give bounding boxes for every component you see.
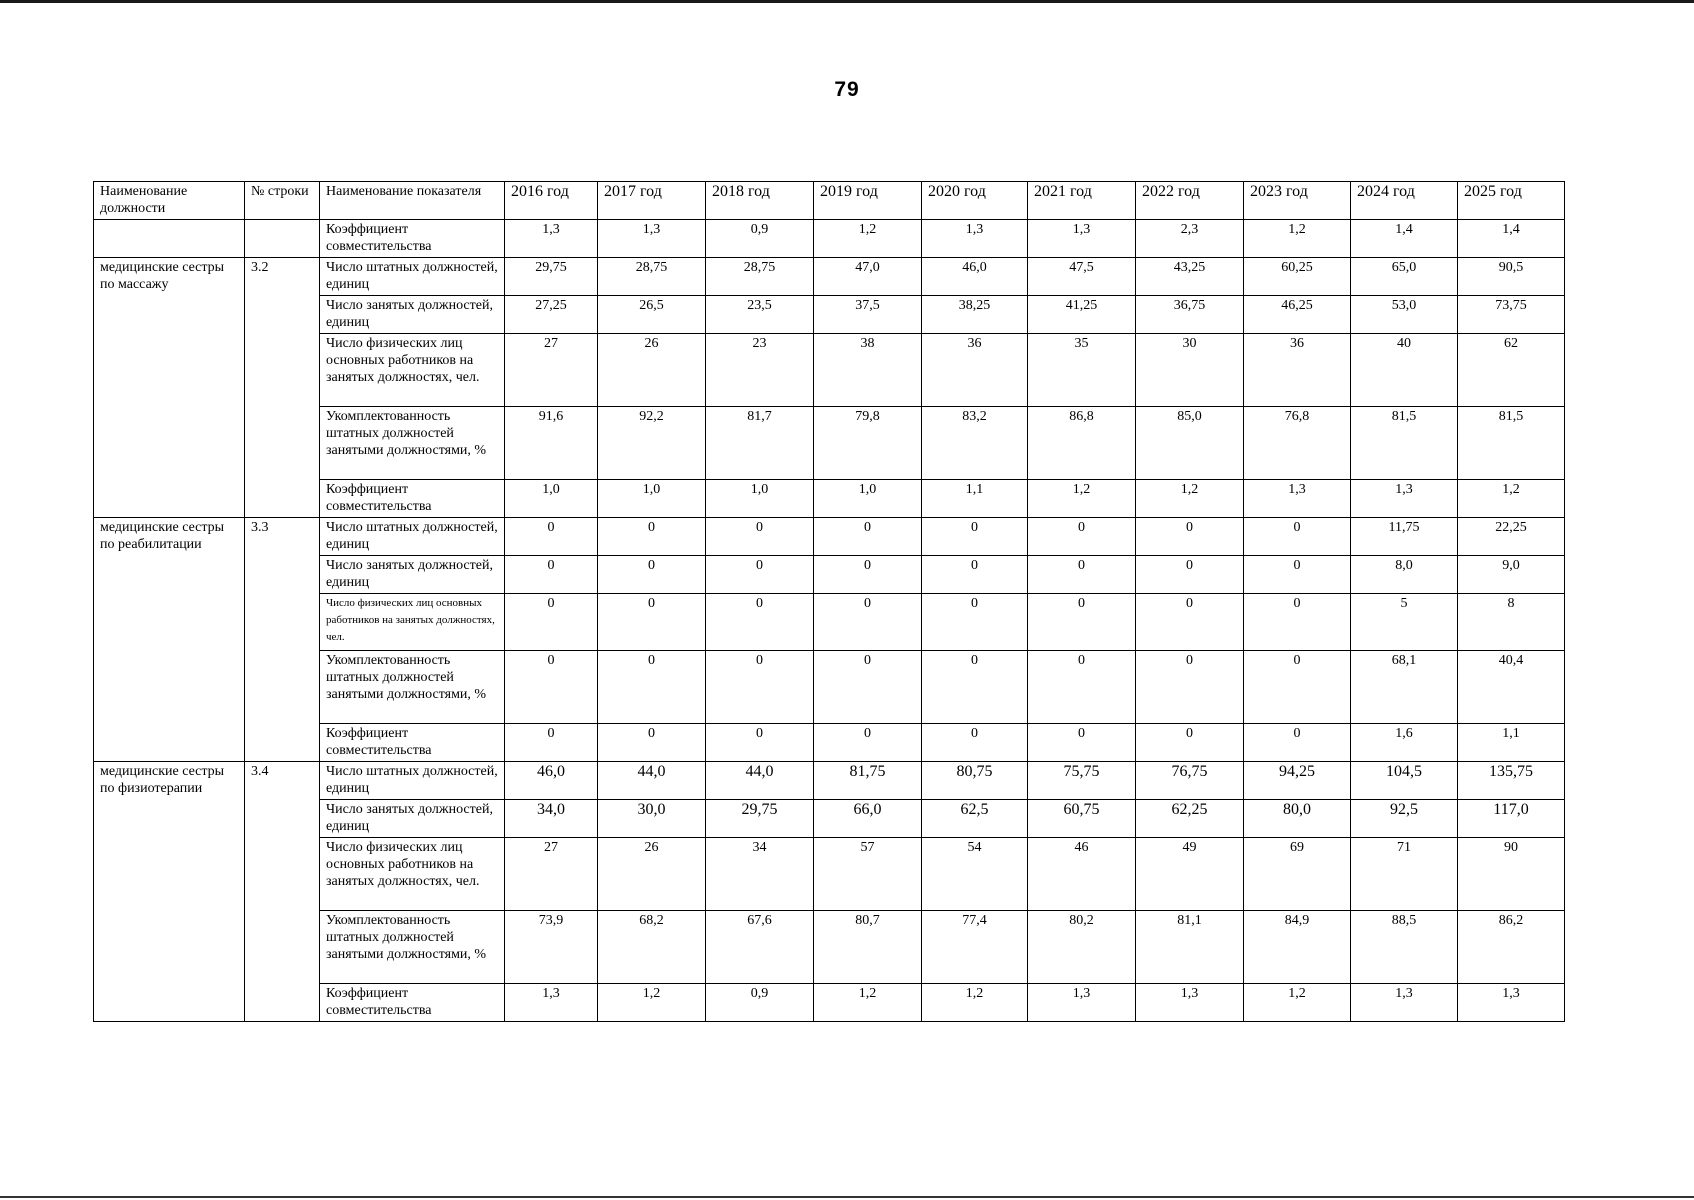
value-cell: 1,3 <box>598 220 706 258</box>
row-number-cell: 3.4 <box>245 762 320 1022</box>
value-cell: 0 <box>505 518 598 556</box>
header-year: 2021 год <box>1028 182 1136 220</box>
table-row <box>94 762 1565 800</box>
row-number-cell: 3.2 <box>245 258 320 518</box>
value-cell: 1,3 <box>1028 220 1136 258</box>
value-cell: 0 <box>1244 651 1351 724</box>
value-cell: 76,8 <box>1244 407 1351 480</box>
value-cell: 62,25 <box>1136 800 1244 838</box>
value-cell: 84,9 <box>1244 911 1351 984</box>
value-cell: 0 <box>505 556 598 594</box>
value-cell: 0 <box>814 594 922 651</box>
value-cell: 36 <box>922 334 1028 407</box>
value-cell: 1,4 <box>1458 220 1565 258</box>
value-cell: 77,4 <box>922 911 1028 984</box>
value-cell: 1,1 <box>1458 724 1565 762</box>
value-cell: 46 <box>1028 838 1136 911</box>
value-cell: 1,3 <box>1244 480 1351 518</box>
table-row <box>94 258 1565 296</box>
value-cell: 0 <box>598 518 706 556</box>
value-cell: 1,2 <box>1136 480 1244 518</box>
value-cell: 88,5 <box>1351 911 1458 984</box>
header-year: 2017 год <box>598 182 706 220</box>
value-cell: 0 <box>505 594 598 651</box>
value-cell: 1,0 <box>706 480 814 518</box>
value-cell: 1,3 <box>505 984 598 1022</box>
value-cell: 81,7 <box>706 407 814 480</box>
header-year: 2020 год <box>922 182 1028 220</box>
value-cell: 41,25 <box>1028 296 1136 334</box>
row-number-cell: 3.3 <box>245 518 320 762</box>
value-cell: 104,5 <box>1351 762 1458 800</box>
indicator-name-cell: Число физических лиц основных работников на занятых должностях, чел. <box>320 838 505 911</box>
value-cell: 0 <box>1244 594 1351 651</box>
value-cell: 117,0 <box>1458 800 1565 838</box>
row-number-cell <box>245 220 320 258</box>
value-cell: 38 <box>814 334 922 407</box>
value-cell: 75,75 <box>1028 762 1136 800</box>
value-cell: 1,2 <box>922 984 1028 1022</box>
value-cell: 0 <box>1028 651 1136 724</box>
value-cell: 92,2 <box>598 407 706 480</box>
value-cell: 0 <box>505 651 598 724</box>
indicator-name-cell: Число занятых должностей, единиц <box>320 556 505 594</box>
value-cell: 68,1 <box>1351 651 1458 724</box>
value-cell: 1,0 <box>598 480 706 518</box>
indicator-name-cell: Число штатных должностей, единиц <box>320 258 505 296</box>
indicator-name-cell: Укомплектованность штатных должностей занятыми должностями, % <box>320 651 505 724</box>
indicator-name-cell: Укомплектованность штатных должностей занятыми должностями, % <box>320 407 505 480</box>
indicator-name-cell: Число штатных должностей, единиц <box>320 518 505 556</box>
value-cell: 80,2 <box>1028 911 1136 984</box>
indicator-name-cell: Число занятых должностей, единиц <box>320 296 505 334</box>
value-cell: 30 <box>1136 334 1244 407</box>
indicator-name-cell: Коэффициент совместительства <box>320 220 505 258</box>
value-cell: 26 <box>598 838 706 911</box>
position-name-cell: медицинские сестры по реабилитации <box>94 518 245 762</box>
value-cell: 34 <box>706 838 814 911</box>
staffing-table <box>93 181 1565 1022</box>
value-cell: 1,2 <box>598 984 706 1022</box>
value-cell: 28,75 <box>598 258 706 296</box>
value-cell: 54 <box>922 838 1028 911</box>
value-cell: 27 <box>505 334 598 407</box>
value-cell: 0 <box>922 651 1028 724</box>
value-cell: 1,3 <box>1458 984 1565 1022</box>
value-cell: 49 <box>1136 838 1244 911</box>
header-year: 2024 год <box>1351 182 1458 220</box>
value-cell: 34,0 <box>505 800 598 838</box>
value-cell: 1,3 <box>1351 480 1458 518</box>
value-cell: 1,0 <box>505 480 598 518</box>
indicator-name-cell: Коэффициент совместительства <box>320 480 505 518</box>
position-name-cell: медицинские сестры по физиотерапии <box>94 762 245 1022</box>
value-cell: 29,75 <box>706 800 814 838</box>
value-cell: 81,1 <box>1136 911 1244 984</box>
value-cell: 22,25 <box>1458 518 1565 556</box>
value-cell: 8,0 <box>1351 556 1458 594</box>
value-cell: 0 <box>505 724 598 762</box>
value-cell: 9,0 <box>1458 556 1565 594</box>
value-cell: 0 <box>814 724 922 762</box>
value-cell: 60,75 <box>1028 800 1136 838</box>
value-cell: 85,0 <box>1136 407 1244 480</box>
value-cell: 47,0 <box>814 258 922 296</box>
value-cell: 0 <box>1136 518 1244 556</box>
value-cell: 0 <box>1028 518 1136 556</box>
value-cell: 86,2 <box>1458 911 1565 984</box>
value-cell: 86,8 <box>1028 407 1136 480</box>
value-cell: 90 <box>1458 838 1565 911</box>
value-cell: 44,0 <box>598 762 706 800</box>
header-year: 2022 год <box>1136 182 1244 220</box>
header-year: 2019 год <box>814 182 922 220</box>
value-cell: 1,2 <box>1244 984 1351 1022</box>
value-cell: 1,3 <box>922 220 1028 258</box>
value-cell: 0 <box>1028 724 1136 762</box>
value-cell: 62,5 <box>922 800 1028 838</box>
value-cell: 29,75 <box>505 258 598 296</box>
indicator-name-cell: Коэффициент совместительства <box>320 984 505 1022</box>
value-cell: 0 <box>1028 594 1136 651</box>
value-cell: 1,2 <box>814 220 922 258</box>
value-cell: 26,5 <box>598 296 706 334</box>
value-cell: 0,9 <box>706 984 814 1022</box>
value-cell: 79,8 <box>814 407 922 480</box>
header-position: Наименование должности <box>94 182 245 220</box>
value-cell: 135,75 <box>1458 762 1565 800</box>
value-cell: 81,5 <box>1351 407 1458 480</box>
value-cell: 23,5 <box>706 296 814 334</box>
value-cell: 0,9 <box>706 220 814 258</box>
bottom-border-line <box>0 1196 1694 1198</box>
value-cell: 67,6 <box>706 911 814 984</box>
value-cell: 26 <box>598 334 706 407</box>
value-cell: 0 <box>922 594 1028 651</box>
value-cell: 1,0 <box>814 480 922 518</box>
value-cell: 0 <box>922 724 1028 762</box>
header-year: 2025 год <box>1458 182 1565 220</box>
value-cell: 11,75 <box>1351 518 1458 556</box>
value-cell: 53,0 <box>1351 296 1458 334</box>
value-cell: 1,2 <box>814 984 922 1022</box>
value-cell: 80,7 <box>814 911 922 984</box>
value-cell: 0 <box>598 651 706 724</box>
value-cell: 23 <box>706 334 814 407</box>
value-cell: 65,0 <box>1351 258 1458 296</box>
value-cell: 1,3 <box>1136 984 1244 1022</box>
value-cell: 0 <box>706 518 814 556</box>
indicator-name-cell: Число штатных должностей, единиц <box>320 762 505 800</box>
value-cell: 62 <box>1458 334 1565 407</box>
value-cell: 73,9 <box>505 911 598 984</box>
value-cell: 0 <box>922 518 1028 556</box>
indicator-name-cell: Укомплектованность штатных должностей занятыми должностями, % <box>320 911 505 984</box>
value-cell: 0 <box>706 651 814 724</box>
value-cell: 1,3 <box>505 220 598 258</box>
table-row <box>94 518 1565 556</box>
value-cell: 69 <box>1244 838 1351 911</box>
position-name-cell <box>94 220 245 258</box>
value-cell: 1,2 <box>1028 480 1136 518</box>
value-cell: 1,1 <box>922 480 1028 518</box>
value-cell: 8 <box>1458 594 1565 651</box>
value-cell: 83,2 <box>922 407 1028 480</box>
value-cell: 43,25 <box>1136 258 1244 296</box>
table-header-row <box>94 182 1565 220</box>
value-cell: 1,3 <box>1351 984 1458 1022</box>
value-cell: 0 <box>706 724 814 762</box>
value-cell: 76,75 <box>1136 762 1244 800</box>
value-cell: 0 <box>1136 724 1244 762</box>
value-cell: 80,0 <box>1244 800 1351 838</box>
value-cell: 38,25 <box>922 296 1028 334</box>
value-cell: 0 <box>598 724 706 762</box>
value-cell: 40 <box>1351 334 1458 407</box>
value-cell: 81,75 <box>814 762 922 800</box>
value-cell: 0 <box>814 556 922 594</box>
value-cell: 27,25 <box>505 296 598 334</box>
value-cell: 1,6 <box>1351 724 1458 762</box>
page-number: 79 <box>834 78 860 101</box>
value-cell: 60,25 <box>1244 258 1351 296</box>
value-cell: 0 <box>598 594 706 651</box>
value-cell: 1,2 <box>1458 480 1565 518</box>
header-year: 2018 год <box>706 182 814 220</box>
value-cell: 46,25 <box>1244 296 1351 334</box>
value-cell: 90,5 <box>1458 258 1565 296</box>
value-cell: 73,75 <box>1458 296 1565 334</box>
value-cell: 81,5 <box>1458 407 1565 480</box>
value-cell: 46,0 <box>505 762 598 800</box>
header-row-number: № строки <box>245 182 320 220</box>
value-cell: 0 <box>1136 594 1244 651</box>
value-cell: 71 <box>1351 838 1458 911</box>
value-cell: 37,5 <box>814 296 922 334</box>
header-indicator: Наименование показателя <box>320 182 505 220</box>
indicator-name-cell: Коэффициент совместительства <box>320 724 505 762</box>
position-name-cell: медицинские сестры по массажу <box>94 258 245 518</box>
header-year: 2023 год <box>1244 182 1351 220</box>
value-cell: 40,4 <box>1458 651 1565 724</box>
value-cell: 2,3 <box>1136 220 1244 258</box>
value-cell: 0 <box>814 518 922 556</box>
value-cell: 0 <box>1244 556 1351 594</box>
value-cell: 0 <box>598 556 706 594</box>
value-cell: 0 <box>706 556 814 594</box>
value-cell: 80,75 <box>922 762 1028 800</box>
value-cell: 28,75 <box>706 258 814 296</box>
header-year: 2016 год <box>505 182 598 220</box>
table-row <box>94 220 1565 258</box>
value-cell: 57 <box>814 838 922 911</box>
value-cell: 35 <box>1028 334 1136 407</box>
value-cell: 1,3 <box>1028 984 1136 1022</box>
table-body <box>94 220 1565 1022</box>
value-cell: 0 <box>1136 556 1244 594</box>
value-cell: 66,0 <box>814 800 922 838</box>
value-cell: 0 <box>814 651 922 724</box>
value-cell: 91,6 <box>505 407 598 480</box>
value-cell: 0 <box>922 556 1028 594</box>
value-cell: 44,0 <box>706 762 814 800</box>
value-cell: 68,2 <box>598 911 706 984</box>
value-cell: 5 <box>1351 594 1458 651</box>
value-cell: 30,0 <box>598 800 706 838</box>
value-cell: 0 <box>706 594 814 651</box>
value-cell: 0 <box>1244 724 1351 762</box>
indicator-name-cell: Число занятых должностей, единиц <box>320 800 505 838</box>
indicator-name-cell: Число физических лиц основных работников на занятых должностях, чел. <box>320 334 505 407</box>
value-cell: 0 <box>1028 556 1136 594</box>
value-cell: 36,75 <box>1136 296 1244 334</box>
value-cell: 36 <box>1244 334 1351 407</box>
indicator-name-cell: Число физических лиц основных работников на занятых должностях, чел. <box>320 594 505 651</box>
value-cell: 0 <box>1244 518 1351 556</box>
value-cell: 47,5 <box>1028 258 1136 296</box>
value-cell: 1,2 <box>1244 220 1351 258</box>
value-cell: 27 <box>505 838 598 911</box>
value-cell: 94,25 <box>1244 762 1351 800</box>
top-border-line <box>0 0 1694 3</box>
value-cell: 0 <box>1136 651 1244 724</box>
value-cell: 1,4 <box>1351 220 1458 258</box>
value-cell: 46,0 <box>922 258 1028 296</box>
value-cell: 92,5 <box>1351 800 1458 838</box>
